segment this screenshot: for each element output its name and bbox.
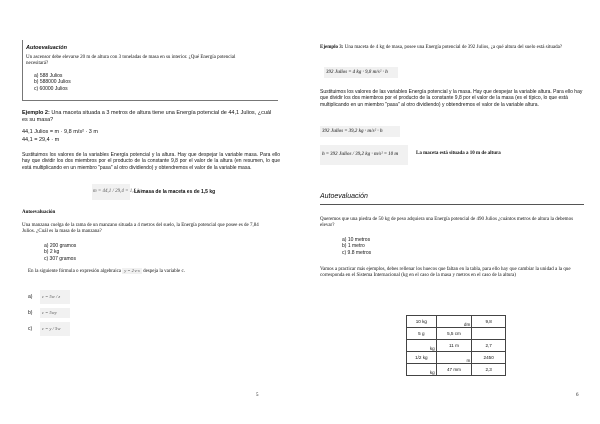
example3-label: Ejemplo 3: xyxy=(320,45,344,50)
option-c[interactable]: c) 307 gramos xyxy=(44,255,76,262)
table-cell[interactable]: m xyxy=(436,352,472,364)
table-row xyxy=(407,364,506,376)
example3-paragraph xyxy=(320,45,576,51)
example2-paragraph xyxy=(22,110,278,124)
option-a[interactable]: a) 10 metros xyxy=(342,237,371,243)
table-row xyxy=(407,340,506,352)
right-self-eval-question: Queremos que una piedra de 50 kg de peso adquiera una Energía potencial de 490 Julios ¿cuántos metros de altura la debemos elevar? xyxy=(320,217,574,229)
table-cell[interactable]: 5 g xyxy=(407,328,437,340)
table-cell[interactable]: dm xyxy=(436,316,472,328)
right-self-eval-options xyxy=(342,237,371,256)
answer-a-label[interactable]: a) xyxy=(28,294,33,300)
table-row xyxy=(407,316,506,328)
table-cell[interactable]: 47 mm xyxy=(436,364,472,376)
option-b[interactable]: b) 2 kg xyxy=(44,249,60,256)
example3-formula-3: h = 392 Julios / 39,2 kg · m/s² = 10 m xyxy=(320,145,408,165)
table-cell[interactable]: kg xyxy=(407,340,437,352)
table-cell[interactable]: 1/2 kg xyxy=(407,352,437,364)
table-cell[interactable]: 11 m xyxy=(436,340,472,352)
table-cell[interactable]: 2,7 xyxy=(472,340,506,352)
answer-b-formula: c = 5wy xyxy=(40,308,70,318)
table-row xyxy=(407,328,506,340)
practice-instructions: Vamos a practicar más ejemplos, debes rellenar los huecos que faltan en la tabla, para ello hay que cambiar la unidad a la que corresponda en el Sistema Internacional (kg en el caso de la masa y metros en el caso de la altura) xyxy=(320,267,571,279)
answer-b-label[interactable]: b) xyxy=(28,310,33,316)
table-cell[interactable] xyxy=(472,328,506,340)
example3-text: Una maceta de 4 kg de masa, posee una Energía potencial de 392 Julios, ¿a qué altura del suelo está situada? xyxy=(344,45,563,50)
exercise-box-question: Un ascensor debe elevarse 20 m de altura con 3 toneladas de masa en su interior. ¿Qué Energía potencial necesitará? xyxy=(26,55,236,67)
divider xyxy=(320,204,584,205)
right-self-eval-title: Autoevaluación xyxy=(320,193,368,200)
example2-text: Una maceta situada a 3 metros de altura tiene una Energía potencial de 44,1 Julios, ¿cuál es su masa? xyxy=(22,110,272,123)
example3-formula-2: 392 Julios = 39,2 kg · m/s² · h xyxy=(320,126,400,137)
answer-c-formula: c = y / 5w xyxy=(40,322,70,336)
self-eval-question: Una manzana cuelga de la rama de un manzano situada a 4 metros del suelo, la Energía potencial que posee es de 7,84 Julios. ¿Cuál es la masa de la manzana? xyxy=(22,223,259,235)
example2-equation-1: 44,1 Julios = m · 9,8 m/s² · 3 m xyxy=(22,129,98,135)
table-cell[interactable]: 2450 xyxy=(472,352,506,364)
expression-line xyxy=(28,268,288,275)
example3-formula-1: 392 Julios = 4 kg · 9,8 m/s² · h xyxy=(324,67,398,78)
table-cell[interactable]: 2,3 xyxy=(472,364,506,376)
example2-label: Ejemplo 2: xyxy=(22,110,50,116)
example2-equation-2: 44,1 = 29,4 · m xyxy=(22,137,60,143)
expression-formula-image: y = 2·z·x xyxy=(124,268,140,273)
table-cell[interactable]: 10 kg xyxy=(407,316,437,328)
answer-c-label[interactable]: c) xyxy=(28,326,33,332)
option-b[interactable]: b) 588000 Julios xyxy=(34,79,71,86)
option-a[interactable]: a) 588 Julios xyxy=(34,73,63,79)
right-page xyxy=(300,0,600,424)
example3-explanation: Sustituimos los valores de las variables Energía potencial y la masa. Hay que despejar la variable altura. Para ello hay que dividir los dos miembros por el producto de la constante 9,8 por el valor de la masa (es el típico, lo que está multiplicando en un miembro "pasa" al otro dividiendo) y obtendremos el valor de la variable altura. xyxy=(320,89,583,108)
self-eval-options xyxy=(44,243,76,262)
table-row xyxy=(407,352,506,364)
page-number-left: 5 xyxy=(256,393,259,398)
example2-result: La masa de la maceta es de 1,5 kg xyxy=(134,189,216,195)
example2-formula-image: m = 44,1 / 29,4 = 1,5 kg xyxy=(92,184,130,200)
option-c[interactable]: c) 9.8 metros xyxy=(342,249,372,256)
option-b[interactable]: b) 1 metro xyxy=(342,243,365,250)
table-cell[interactable]: 5,5 cm xyxy=(436,328,472,340)
exercise-box-title: Autoevaluación xyxy=(26,45,67,51)
self-eval-title: Autoevaluación xyxy=(22,210,56,215)
table-cell[interactable]: 9,8 xyxy=(472,316,506,328)
answer-a-formula: c = 5w / z xyxy=(40,290,70,304)
expression-suffix: despeja la variable c. xyxy=(143,269,185,275)
table-cell[interactable]: kg xyxy=(407,364,437,376)
example3-result: La maceta está situada a 10 m de altura xyxy=(416,151,501,156)
expression-prefix: En la siguiente fórmula o expresión algebraica xyxy=(28,269,122,275)
practice-table xyxy=(406,315,506,376)
option-a[interactable]: a) 200 gramos xyxy=(44,243,77,249)
option-c[interactable]: c) 60000 Julios xyxy=(34,85,68,92)
page-number-right: 6 xyxy=(576,393,579,398)
example2-explanation: Sustituimos los valores de la variables Energía potencial y la altura. Hay que despejar la variable masa. Para ello hay que dividir los dos miembros por el producto de la constante 9,8 por el valor de la altura (en resumen, lo que está multiplicando en un miembro "pasa" al otro dividiendo) y obtendremos el valor de la variable masa. xyxy=(22,152,280,171)
exercise-box-options xyxy=(34,73,71,92)
